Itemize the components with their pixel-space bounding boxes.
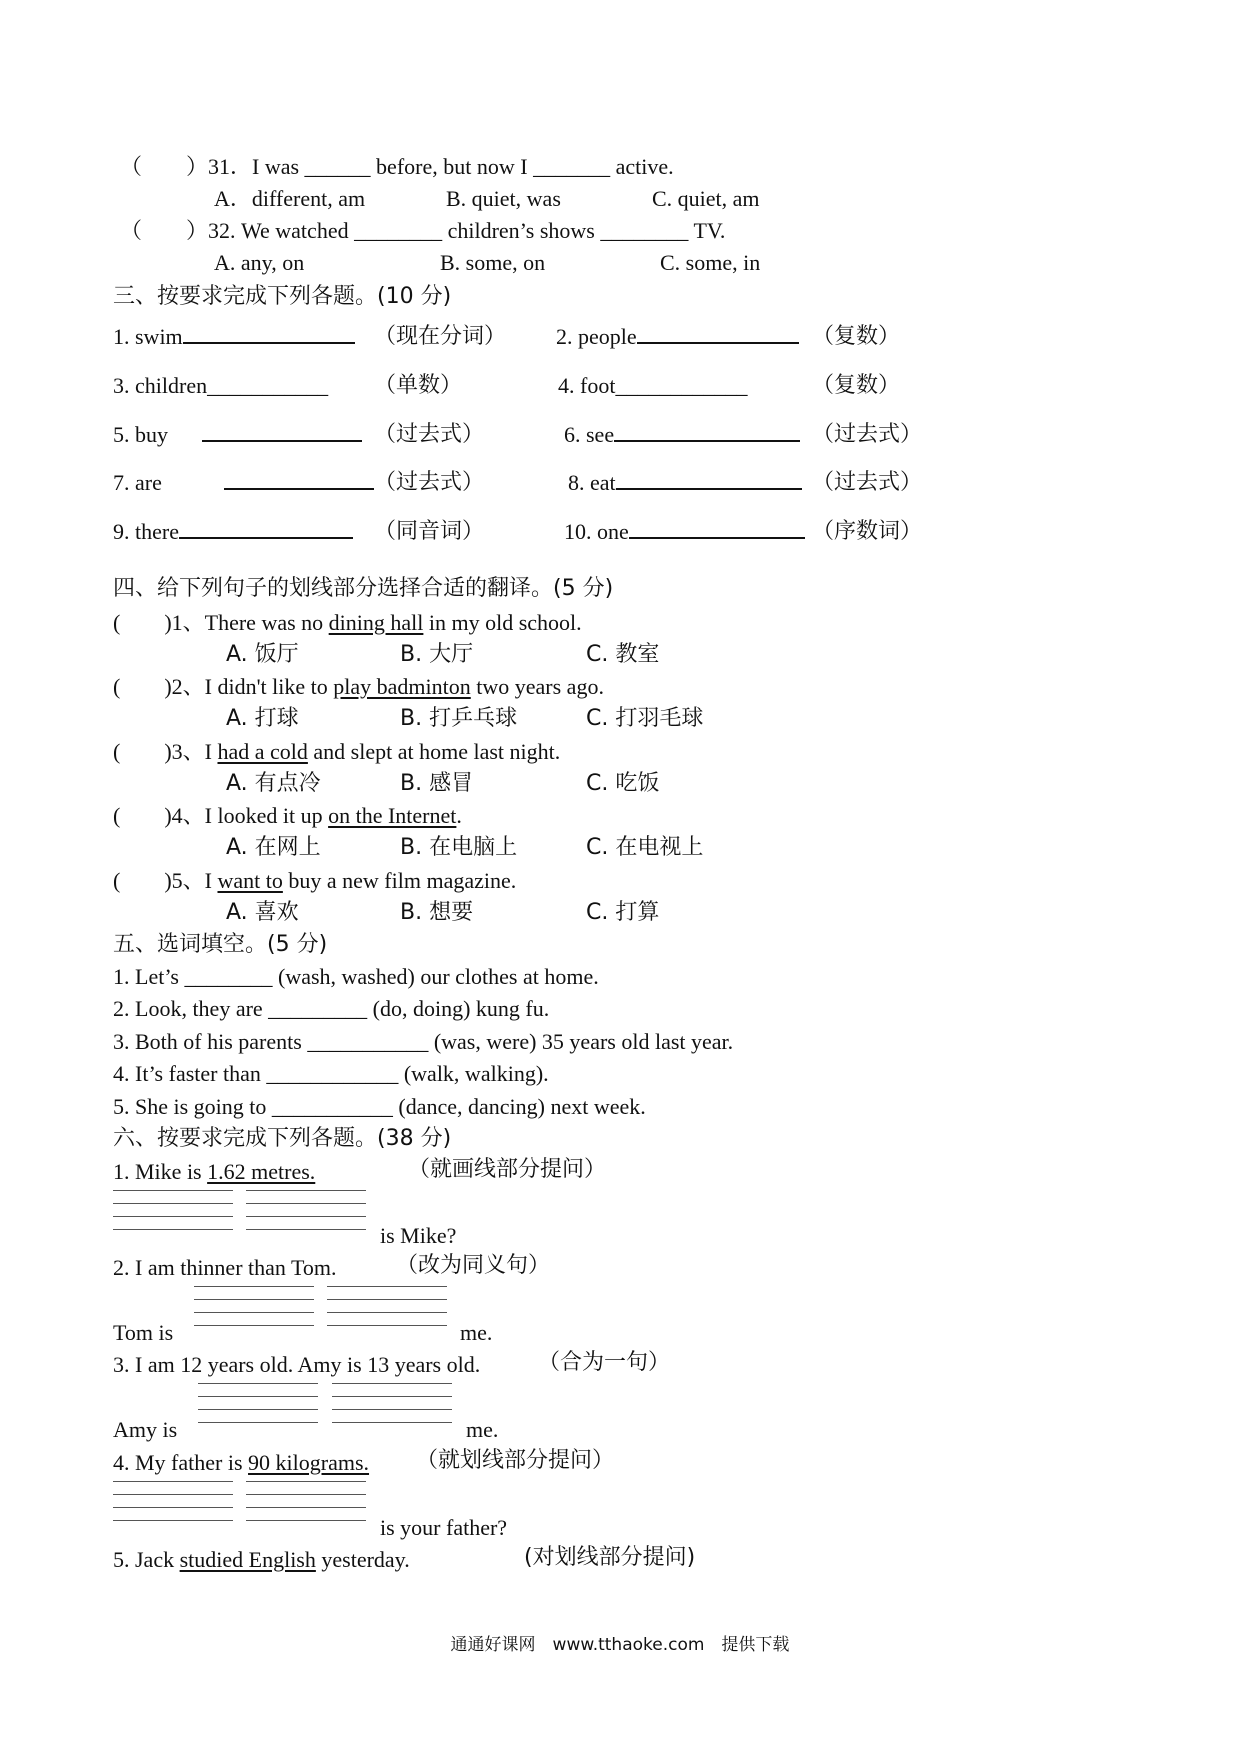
sec4-item-1-option-b: B. 大厅 [400,642,474,667]
underlined-phrase: want to [217,868,283,893]
sec4-item-1-option-a: A. 饭厅 [226,642,299,667]
sec6-q1-hint: （就画线部分提问） [408,1157,607,1182]
answer-blank[interactable] [179,517,353,539]
sec5-item-1[interactable]: 1. Let’s ________ (wash, washed) our clothes at home. [113,964,599,989]
sec6-q5-hint: (对划线部分提问) [524,1545,696,1570]
underlined-phrase: on the Internet [328,803,457,828]
sec3-item-7: 7. are [113,468,374,498]
sec6-q2: 2. I am thinner than Tom. [113,1255,337,1280]
writing-lines[interactable] [113,1190,233,1242]
sec6-q1-tail: is Mike? [380,1223,457,1248]
mc-31 [120,152,674,182]
writing-lines[interactable] [246,1481,366,1533]
sec3-hint-5: （过去式） [374,422,485,447]
sec4-item-4-option-c: C. 在电视上 [586,835,704,860]
writing-lines[interactable] [246,1190,366,1242]
answer-paren[interactable]: （ ） [120,218,209,243]
sec3-hint-9: （同音词） [374,519,485,544]
underlined-phrase: 90 kilograms. [248,1450,370,1475]
answer-blank[interactable] [629,517,805,539]
sec4-item-4: ( )4、I looked it up on the Internet. [113,803,462,828]
section-6-title: 六、按要求完成下列各题。(38 分) [113,1126,452,1151]
sec6-q3-lead: Amy is [113,1417,178,1442]
sec6-q5: 5. Jack studied English yesterday. [113,1547,410,1572]
sec6-q4-tail: is your father? [380,1515,508,1540]
mc-32-option-c: C. some, in [660,250,761,275]
sec3-item-2: 2. people [556,322,799,352]
question-stem: 31．I was ______ before, but now I _______ active. [208,154,674,179]
sec6-q3: 3. I am 12 years old. Amy is 13 years old. [113,1352,481,1377]
sec3-hint-1: （现在分词） [374,324,507,349]
answer-paren[interactable]: ( ) [113,803,172,828]
sec5-item-4[interactable]: 4. It’s faster than ____________ (walk, walking). [113,1061,549,1086]
writing-lines[interactable] [327,1286,447,1338]
underlined-phrase: 1.62 metres. [207,1159,316,1184]
sec4-item-3: ( )3、I had a cold and slept at home last night. [113,739,561,764]
sec5-item-2[interactable]: 2. Look, they are _________ (do, doing) kung fu. [113,996,550,1021]
mc-31-option-b: B. quiet, was [446,186,561,211]
section-4-title: 四、给下列句子的划线部分选择合适的翻译。(5 分) [113,576,614,601]
sec3-item-4[interactable]: 4. foot____________ [558,373,748,398]
answer-paren[interactable]: ( ) [113,739,172,764]
writing-lines[interactable] [113,1481,233,1533]
mc-32 [120,216,725,246]
sec3-item-8: 8. eat [568,468,802,498]
sec4-item-3-option-c: C. 吃饭 [586,771,660,796]
sec3-hint-6: （过去式） [812,422,923,447]
sec3-item-10: 10. one [564,517,805,547]
answer-paren[interactable]: ( ) [113,610,172,635]
sec4-item-2-option-a: A. 打球 [226,706,299,731]
sec6-q2-tail: me. [460,1320,493,1345]
sec3-hint-8: （过去式） [812,470,923,495]
answer-blank[interactable] [183,322,355,344]
writing-lines[interactable] [198,1383,318,1435]
mc-31-option-c: C. quiet, am [652,186,760,211]
sec4-item-3-option-a: A. 有点冷 [226,771,321,796]
writing-lines[interactable] [194,1286,314,1338]
sec4-item-5: ( )5、I want to buy a new film magazine. [113,868,517,893]
sec4-item-2-option-b: B. 打乒乓球 [400,706,518,731]
sec3-hint-2: （复数） [812,324,901,349]
sec6-q3-hint: （合为一句） [538,1350,671,1375]
sec4-item-5-option-b: B. 想要 [400,900,474,925]
sec4-item-1: ( )1、There was no dining hall in my old school. [113,610,582,635]
answer-blank[interactable] [202,420,362,442]
sec4-item-2: ( )2、I didn't like to play badminton two years ago. [113,674,604,699]
sec5-item-5[interactable]: 5. She is going to ___________ (dance, dancing) next week. [113,1094,646,1119]
sec6-q1: 1. Mike is 1.62 metres. [113,1159,316,1184]
underlined-phrase: dining hall [328,610,424,635]
sec4-item-2-option-c: C. 打羽毛球 [586,706,704,731]
mc-31-option-a: A．different, am [214,186,366,211]
answer-blank[interactable] [637,322,799,344]
underlined-phrase: had a cold [217,739,308,764]
sec4-item-4-option-a: A. 在网上 [226,835,321,860]
sec3-item-9: 9. there [113,517,353,547]
sec6-q4-hint: （就划线部分提问） [416,1448,615,1473]
mc-32-option-b: B. some, on [440,250,546,275]
writing-lines[interactable] [332,1383,452,1435]
answer-paren[interactable]: ( ) [113,868,172,893]
mc-32-option-a: A. any, on [214,250,305,275]
answer-paren[interactable]: ( ) [113,674,172,699]
answer-blank[interactable] [616,468,802,490]
sec3-hint-7: （过去式） [374,470,485,495]
underlined-phrase: play badminton [333,674,471,699]
section-3-title: 三、按要求完成下列各题。(10 分) [113,284,452,309]
sec6-q2-lead: Tom is [113,1320,174,1345]
sec6-q2-hint: （改为同义句） [396,1253,551,1278]
footer-watermark: 通通好课网 www.tthaoke.com 提供下载 [450,1635,790,1655]
answer-blank[interactable] [224,468,374,490]
sec5-item-3[interactable]: 3. Both of his parents ___________ (was, were) 35 years old last year. [113,1029,734,1054]
sec3-hint-3: （单数） [374,373,463,398]
sec3-item-6: 6. see [564,420,800,450]
sec4-item-5-option-a: A. 喜欢 [226,900,299,925]
sec6-q4: 4. My father is 90 kilograms. [113,1450,370,1475]
sec6-q3-tail: me. [466,1417,499,1442]
answer-paren[interactable]: （ ） [120,154,209,179]
sec4-item-4-option-b: B. 在电脑上 [400,835,518,860]
sec3-hint-4: （复数） [812,373,901,398]
question-stem: 32. We watched ________ children’s shows ________ TV. [208,218,726,243]
sec4-item-5-option-c: C. 打算 [586,900,660,925]
sec3-item-5: 5. buy [113,420,362,450]
answer-blank[interactable] [614,420,800,442]
sec3-item-3[interactable]: 3. children___________ [113,373,329,398]
sec4-item-1-option-c: C. 教室 [586,642,660,667]
sec3-item-1: 1. swim [113,322,355,352]
section-5-title: 五、选词填空。(5 分) [113,932,328,957]
underlined-phrase: studied English [179,1547,316,1572]
sec3-hint-10: （序数词） [812,519,923,544]
sec4-item-3-option-b: B. 感冒 [400,771,474,796]
